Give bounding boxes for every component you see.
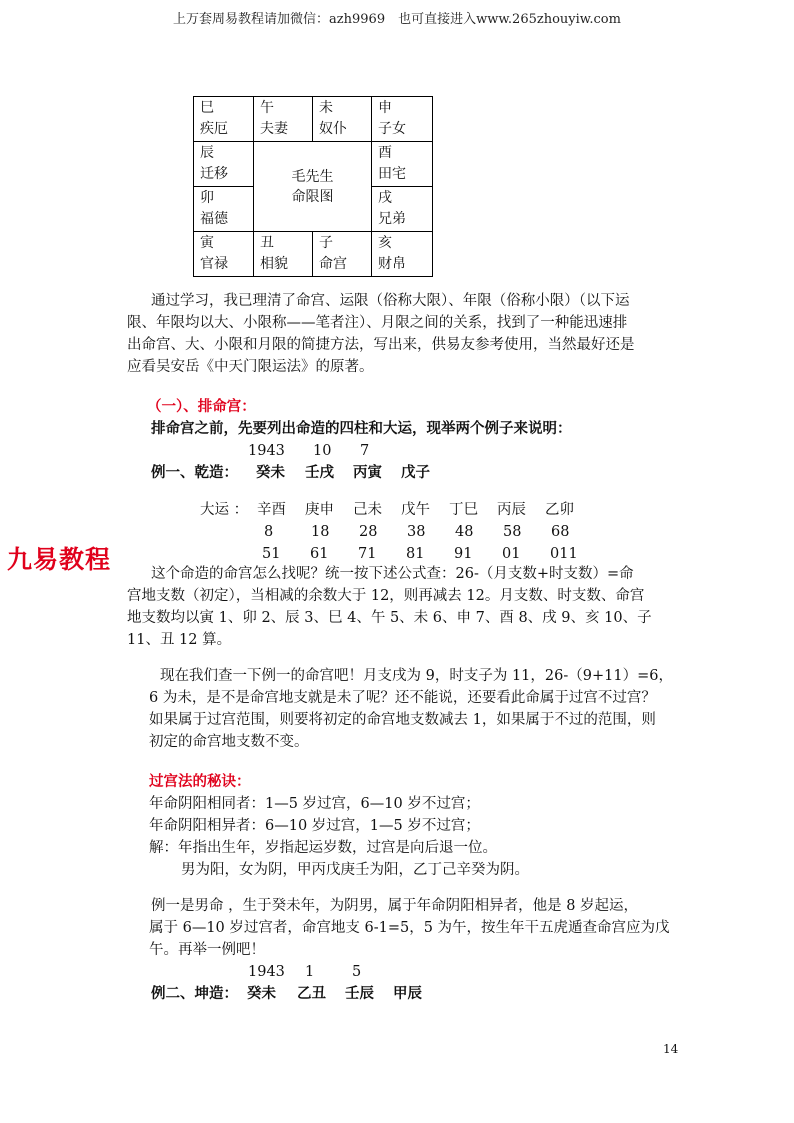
pillar-day: 丙寅 <box>353 464 382 481</box>
section-title-palace: （一）、排命宫： <box>147 398 256 415</box>
formula-line-1: 这个命造的命宫怎么找呢？统一按下述公式查：26-（月支数+时支数）=命 <box>151 566 634 582</box>
secret-line-1: 年命阴阳相同者：1—5 岁过宫，6—10 岁不过宫； <box>149 796 480 812</box>
ex1-explain-line-2: 属于 6—10 岁过宫者，命宫地支 6-1=5，5 为午，按生年干五虎遁查命宫应为戊 <box>149 920 670 936</box>
secret-line-3: 解：年指出生年，岁指起运岁数，过宫是向后退一位。 <box>149 840 497 856</box>
example1-pillars <box>0 462 794 484</box>
dayun-2: 庚申 <box>305 502 334 518</box>
dayun-1: 辛酉 <box>257 502 286 518</box>
year-7: 011 <box>550 546 578 562</box>
cell-yin: 寅 官禄 <box>194 232 254 277</box>
intro-line-2: 限、年限均以大、小限称——笔者注）、月限之间的关系，找到了一种能迅速排 <box>127 315 628 331</box>
age-6: 58 <box>503 524 522 540</box>
cell-you: 酉 田宅 <box>372 142 433 187</box>
birth-month: 10 <box>313 443 332 459</box>
dayun-ages-row <box>0 521 794 543</box>
example1-label: 例一、乾造： <box>151 464 238 481</box>
dayun-years-row <box>0 543 794 565</box>
year-2: 61 <box>310 546 329 562</box>
birth-day: 7 <box>360 443 370 459</box>
intro-line-1: 通过学习，我已理清了命宫、运限（俗称大限）、年限（俗称小限）（以下运 <box>151 293 630 309</box>
age-5: 48 <box>455 524 474 540</box>
section-lead: 排命宫之前，先要列出命造的四柱和大运，现举两个例子来说明： <box>151 420 572 437</box>
example2-label: 例二、坤造： <box>151 985 238 1002</box>
cell-chou: 丑 相貌 <box>254 232 313 277</box>
cell-chen: 辰 迁移 <box>194 142 254 187</box>
secret-line-4: 男为阳，女为阴，甲丙戊庚壬为阳，乙丁己辛癸为阴。 <box>181 862 529 878</box>
check-line-4: 初定的命宫地支数不变。 <box>149 734 309 750</box>
ex2-pillar-hour: 甲辰 <box>393 985 422 1002</box>
year-4: 81 <box>406 546 425 562</box>
formula-line-3: 地支数均以寅 1、卯 2、辰 3、巳 4、午 5、未 6、申 7、酉 8、戌 9、亥 10、子 <box>127 610 652 626</box>
example2-pillars <box>0 983 794 1005</box>
check-line-2: 6 为未，是不是命宫地支就是未了呢？还不能说，还要看此命属于过宫不过宫？ <box>149 690 656 706</box>
year-5: 91 <box>454 546 473 562</box>
intro-line-4: 应看吴安岳《中天门限运法》的原著。 <box>127 359 374 375</box>
dayun-label: 大运 ： <box>200 502 249 518</box>
age-3: 28 <box>359 524 378 540</box>
age-1: 8 <box>264 524 274 540</box>
dayun-7: 乙卯 <box>545 502 574 518</box>
cell-xu: 戌 兄弟 <box>372 187 433 232</box>
year-1: 51 <box>262 546 281 562</box>
year-6: 01 <box>502 546 521 562</box>
ex2-pillar-year: 癸未 <box>247 985 276 1002</box>
check-line-3: 如果属于过宫范围，则要将初定的命宫地支数减去 1，如果属于不过的范围，则 <box>149 712 656 728</box>
pillar-hour: 戊子 <box>401 464 430 481</box>
destiny-chart-table <box>193 96 433 277</box>
ex2-birth-day: 5 <box>352 964 362 980</box>
chart-center-title: 毛先生 命限图 <box>254 142 372 232</box>
cell-si: 巳 疾厄 <box>194 97 254 142</box>
year-3: 71 <box>358 546 377 562</box>
intro-line-3: 出命宫、大、小限和月限的简捷方法，写出来，供易友参考使用，当然最好还是 <box>127 337 635 353</box>
check-line-1: 现在我们查一下例一的命宫吧！月支戌为 9，时支子为 11，26-（9+11）=6， <box>160 668 673 684</box>
age-7: 68 <box>551 524 570 540</box>
dayun-3: 己未 <box>353 502 382 518</box>
age-4: 38 <box>407 524 426 540</box>
ex2-pillar-day: 壬辰 <box>345 985 374 1002</box>
example2-birth-numbers <box>0 961 794 983</box>
cell-hai: 亥 财帛 <box>372 232 433 277</box>
birth-year: 1943 <box>248 443 285 459</box>
secret-line-2: 年命阴阳相异者：6—10 岁过宫，1—5 岁不过宫； <box>149 818 480 834</box>
watermark-logo: 九易教程 <box>7 545 112 574</box>
secret-title: 过宫法的秘诀： <box>149 773 251 790</box>
cell-shen: 申 子女 <box>372 97 433 142</box>
pillar-month: 壬戌 <box>305 464 334 481</box>
page-number: 14 <box>663 1042 679 1056</box>
page-header: 上万套周易教程请加微信：azh9969 也可直接进入www.265zhouyiw.com <box>173 12 621 27</box>
dayun-6: 丙辰 <box>497 502 526 518</box>
dayun-row <box>0 499 794 521</box>
formula-line-2: 宫地支数（初定），当相减的余数大于 12，则再减去 12。月支数、时支数、命宫 <box>127 588 645 604</box>
dayun-5: 丁巳 <box>449 502 478 518</box>
cell-zi: 子 命宫 <box>313 232 372 277</box>
ex2-birth-year: 1943 <box>248 964 285 980</box>
dayun-4: 戊午 <box>401 502 430 518</box>
example1-birth-numbers <box>0 440 794 462</box>
cell-wei: 未 奴仆 <box>313 97 372 142</box>
ex1-explain-line-3: 午。再举一例吧！ <box>149 942 265 958</box>
cell-wu: 午 夫妻 <box>254 97 313 142</box>
ex1-explain-line-1: 例一是男命 ，生于癸未年，为阴男，属于年命阴阳相异者，他是 8 岁起运， <box>151 898 639 914</box>
age-2: 18 <box>311 524 330 540</box>
cell-mao: 卯 福德 <box>194 187 254 232</box>
pillar-year: 癸未 <box>256 464 285 481</box>
ex2-birth-month: 1 <box>305 964 315 980</box>
ex2-pillar-month: 乙丑 <box>297 985 326 1002</box>
formula-line-4: 11、丑 12 算。 <box>127 632 232 648</box>
